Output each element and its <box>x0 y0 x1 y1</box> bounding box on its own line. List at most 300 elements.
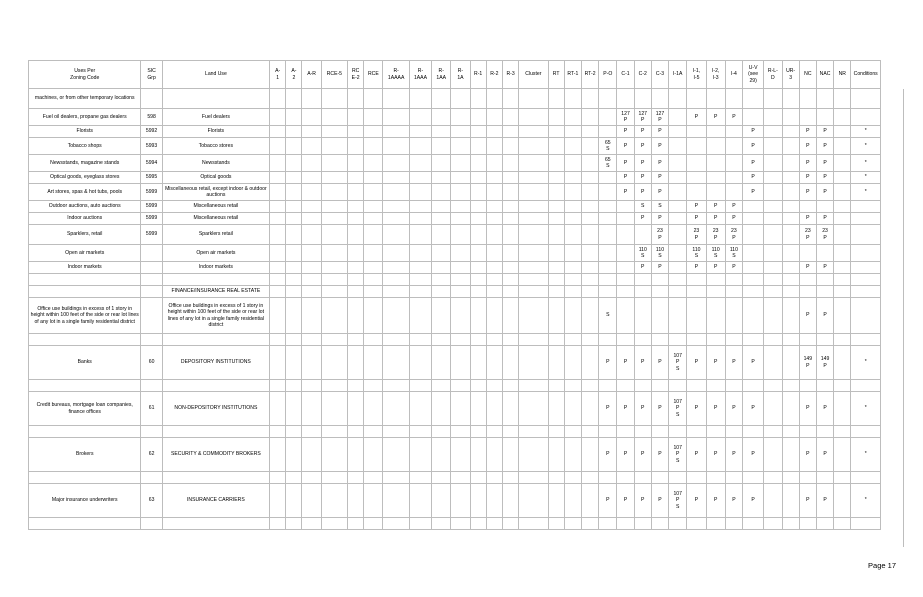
zone-permission-cell <box>270 172 286 184</box>
zone-permission-cell <box>634 225 651 245</box>
zone-permission-cell <box>348 472 364 484</box>
zone-permission-cell <box>364 262 383 274</box>
zone-column-header: I-1, I-5 <box>687 61 706 89</box>
zone-permission-cell <box>302 213 321 225</box>
uses-cell: Open air markets <box>29 245 141 262</box>
zone-permission-cell <box>321 426 347 438</box>
zone-permission-cell <box>519 392 548 426</box>
zone-permission-cell <box>383 155 409 172</box>
zone-permission-cell <box>834 172 851 184</box>
zone-permission-cell <box>669 334 687 346</box>
zone-permission-cell <box>764 438 782 472</box>
zone-permission-cell: P <box>687 484 706 518</box>
zone-permission-cell <box>581 225 598 245</box>
zone-permission-cell <box>409 484 431 518</box>
zone-permission-cell: P <box>816 184 833 201</box>
zone-permission-cell <box>564 334 581 346</box>
zone-permission-cell <box>286 334 302 346</box>
zone-permission-cell <box>764 484 782 518</box>
zone-permission-cell <box>364 89 383 109</box>
zone-permission-cell <box>851 245 881 262</box>
zone-permission-cell <box>581 245 598 262</box>
zone-permission-cell <box>725 274 742 286</box>
zone-permission-cell <box>687 155 706 172</box>
zone-permission-cell: P <box>706 201 725 213</box>
zone-permission-cell <box>834 155 851 172</box>
zone-permission-cell <box>451 201 470 213</box>
zone-permission-cell <box>383 484 409 518</box>
zone-permission-cell <box>348 213 364 225</box>
zone-column-header: R-1 <box>470 61 486 89</box>
zone-permission-cell <box>364 392 383 426</box>
land-use-cell: Office use buildings in excess of 1 story in height within 100 feet of the side or rear lot lines of any lot in a single family residential district <box>162 298 269 334</box>
sic-cell <box>141 380 162 392</box>
zone-permission-cell <box>502 138 518 155</box>
zone-permission-cell <box>502 89 518 109</box>
zone-permission-cell <box>383 138 409 155</box>
zone-permission-cell <box>409 138 431 155</box>
zone-permission-cell: P <box>816 155 833 172</box>
zone-permission-cell <box>564 472 581 484</box>
zone-permission-cell <box>743 262 764 274</box>
zone-permission-cell <box>348 89 364 109</box>
table-body <box>29 89 881 530</box>
zone-permission-cell <box>851 89 881 109</box>
zone-permission-cell: P <box>816 392 833 426</box>
zone-permission-cell <box>669 286 687 298</box>
zone-permission-cell <box>409 201 431 213</box>
zone-permission-cell <box>519 484 548 518</box>
zone-permission-cell <box>486 484 502 518</box>
zone-permission-cell <box>302 472 321 484</box>
zone-permission-cell <box>286 274 302 286</box>
zone-column-header: RT-1 <box>564 61 581 89</box>
zone-permission-cell <box>581 109 598 126</box>
zone-permission-cell <box>764 225 782 245</box>
zone-permission-cell: P <box>651 392 668 426</box>
zone-permission-cell <box>321 109 347 126</box>
zone-permission-cell <box>270 184 286 201</box>
zone-permission-cell <box>617 201 634 213</box>
zone-permission-cell <box>764 274 782 286</box>
zone-permission-cell <box>348 392 364 426</box>
land-use-cell: Optical goods <box>162 172 269 184</box>
zone-permission-cell <box>502 225 518 245</box>
zone-permission-cell <box>799 426 816 438</box>
zone-permission-cell <box>270 518 286 530</box>
zone-permission-cell <box>302 225 321 245</box>
zone-permission-cell: P <box>651 172 668 184</box>
land-use-cell: Fuel dealers <box>162 109 269 126</box>
zone-permission-cell <box>383 518 409 530</box>
zone-permission-cell <box>348 225 364 245</box>
zone-permission-cell <box>451 472 470 484</box>
zone-permission-cell <box>651 298 668 334</box>
zone-permission-cell <box>851 298 881 334</box>
zone-permission-cell <box>383 334 409 346</box>
zone-permission-cell <box>302 109 321 126</box>
zone-permission-cell <box>634 286 651 298</box>
zone-permission-cell: P <box>816 438 833 472</box>
sic-cell <box>141 262 162 274</box>
zone-column-header: Conditions <box>851 61 881 89</box>
zone-permission-cell <box>321 392 347 426</box>
zone-permission-cell <box>348 201 364 213</box>
zone-permission-cell <box>564 201 581 213</box>
zone-permission-cell <box>725 172 742 184</box>
zone-permission-cell <box>816 201 833 213</box>
zone-permission-cell <box>599 126 617 138</box>
zone-permission-cell <box>564 346 581 380</box>
sic-cell <box>141 518 162 530</box>
zone-permission-cell <box>599 380 617 392</box>
zone-permission-cell: S <box>599 298 617 334</box>
land-use-cell: NON-DEPOSITORY INSTITUTIONS <box>162 392 269 426</box>
zone-permission-cell <box>669 138 687 155</box>
zone-permission-cell <box>725 89 742 109</box>
land-use-cell: Indoor markets <box>162 262 269 274</box>
zone-permission-cell <box>743 213 764 225</box>
zone-permission-cell <box>302 346 321 380</box>
sic-cell <box>141 245 162 262</box>
zone-permission-cell: P <box>617 346 634 380</box>
zone-permission-cell <box>486 392 502 426</box>
zone-permission-cell: P <box>634 484 651 518</box>
zone-permission-cell <box>470 245 486 262</box>
zone-permission-cell <box>764 109 782 126</box>
zone-permission-cell: 127 P <box>651 109 668 126</box>
zone-permission-cell <box>321 213 347 225</box>
zone-column-header: RT-2 <box>581 61 598 89</box>
zone-permission-cell <box>364 472 383 484</box>
zone-permission-cell <box>470 262 486 274</box>
zone-permission-cell <box>548 126 564 138</box>
zone-permission-cell <box>599 274 617 286</box>
zone-permission-cell <box>348 274 364 286</box>
zone-permission-cell <box>782 274 799 286</box>
land-use-cell: Miscellaneous retail <box>162 213 269 225</box>
zone-permission-cell <box>286 126 302 138</box>
zone-permission-cell <box>519 262 548 274</box>
sic-cell: 5993 <box>141 138 162 155</box>
zone-permission-cell <box>321 286 347 298</box>
zone-permission-cell: P <box>706 213 725 225</box>
land-use-header: Land Use <box>162 61 269 89</box>
land-use-cell <box>162 334 269 346</box>
zone-permission-cell <box>581 438 598 472</box>
zone-permission-cell <box>451 262 470 274</box>
zone-permission-cell <box>851 334 881 346</box>
zone-permission-cell <box>302 262 321 274</box>
zone-permission-cell <box>687 380 706 392</box>
zone-permission-cell <box>851 213 881 225</box>
zone-permission-cell: P <box>687 213 706 225</box>
zone-permission-cell <box>764 138 782 155</box>
table-row <box>29 201 881 213</box>
zone-permission-cell <box>548 426 564 438</box>
zone-permission-cell: P <box>799 184 816 201</box>
zone-permission-cell <box>834 426 851 438</box>
zone-permission-cell: P <box>816 138 833 155</box>
zone-permission-cell <box>743 298 764 334</box>
sic-cell: 62 <box>141 438 162 472</box>
zone-column-header: R- 1AAAA <box>383 61 409 89</box>
zone-permission-cell: P <box>725 262 742 274</box>
uses-cell: Outdoor auctions, auto auctions <box>29 201 141 213</box>
zone-permission-cell <box>286 213 302 225</box>
sic-cell: 5992 <box>141 126 162 138</box>
zone-permission-cell <box>581 155 598 172</box>
zone-permission-cell: P <box>599 484 617 518</box>
zone-permission-cell <box>687 172 706 184</box>
zone-permission-cell <box>782 472 799 484</box>
zone-permission-cell <box>502 286 518 298</box>
zone-permission-cell <box>451 274 470 286</box>
zone-permission-cell: P <box>651 138 668 155</box>
uses-cell <box>29 380 141 392</box>
zone-column-header: R- 1AA <box>432 61 451 89</box>
zone-permission-cell <box>348 380 364 392</box>
zone-column-header: A-R <box>302 61 321 89</box>
zone-permission-cell <box>706 334 725 346</box>
zone-permission-cell <box>451 172 470 184</box>
land-use-cell: Newsstands <box>162 155 269 172</box>
zone-permission-cell: P <box>799 484 816 518</box>
zone-permission-cell <box>651 89 668 109</box>
zone-permission-cell <box>409 392 431 426</box>
zone-permission-cell <box>548 109 564 126</box>
zone-permission-cell <box>581 392 598 426</box>
zone-permission-cell: P <box>634 262 651 274</box>
zone-permission-cell <box>669 184 687 201</box>
zone-permission-cell <box>599 184 617 201</box>
zone-permission-cell <box>409 213 431 225</box>
zone-permission-cell <box>743 334 764 346</box>
sic-cell <box>141 472 162 484</box>
zone-permission-cell <box>851 518 881 530</box>
zone-permission-cell <box>270 426 286 438</box>
zone-permission-cell <box>548 172 564 184</box>
zone-permission-cell <box>634 472 651 484</box>
zone-permission-cell <box>743 380 764 392</box>
zone-permission-cell <box>502 426 518 438</box>
zone-permission-cell <box>782 184 799 201</box>
zone-permission-cell <box>486 155 502 172</box>
zone-permission-cell: S <box>651 201 668 213</box>
zone-permission-cell <box>725 184 742 201</box>
zone-permission-cell <box>548 472 564 484</box>
zone-permission-cell <box>834 245 851 262</box>
zone-permission-cell <box>383 89 409 109</box>
zone-permission-cell <box>519 286 548 298</box>
zone-permission-cell <box>564 213 581 225</box>
zone-column-header: U-V (see 29) <box>743 61 764 89</box>
zone-permission-cell <box>548 346 564 380</box>
zone-permission-cell <box>364 245 383 262</box>
zone-permission-cell <box>834 89 851 109</box>
zone-permission-cell <box>502 274 518 286</box>
zone-permission-cell <box>669 426 687 438</box>
zone-permission-cell <box>286 438 302 472</box>
zone-permission-cell <box>706 518 725 530</box>
zone-permission-cell <box>743 518 764 530</box>
zone-column-header: R-L- D <box>764 61 782 89</box>
zone-permission-cell: 110 S <box>634 245 651 262</box>
zone-permission-cell <box>851 380 881 392</box>
zone-permission-cell <box>851 472 881 484</box>
zone-permission-cell <box>302 138 321 155</box>
table-row <box>29 518 881 530</box>
zone-permission-cell <box>725 286 742 298</box>
sic-cell: 598 <box>141 109 162 126</box>
zone-permission-cell <box>706 472 725 484</box>
zone-permission-cell <box>302 518 321 530</box>
zone-permission-cell <box>706 426 725 438</box>
zone-permission-cell <box>564 109 581 126</box>
zone-permission-cell <box>270 472 286 484</box>
zone-permission-cell <box>302 438 321 472</box>
zone-permission-cell <box>634 89 651 109</box>
table-row <box>29 184 881 201</box>
zone-permission-cell <box>286 138 302 155</box>
zone-permission-cell <box>451 286 470 298</box>
zone-permission-cell <box>519 213 548 225</box>
zone-permission-cell <box>548 380 564 392</box>
zone-permission-cell <box>383 126 409 138</box>
zone-permission-cell <box>669 298 687 334</box>
zone-permission-cell <box>834 286 851 298</box>
zone-permission-cell <box>617 334 634 346</box>
zone-column-header: NR <box>834 61 851 89</box>
zone-permission-cell: P <box>725 438 742 472</box>
zone-permission-cell <box>669 262 687 274</box>
zone-permission-cell <box>617 262 634 274</box>
zone-permission-cell <box>651 518 668 530</box>
zone-permission-cell <box>364 298 383 334</box>
zone-permission-cell <box>502 201 518 213</box>
zone-permission-cell <box>725 155 742 172</box>
zone-permission-cell <box>270 380 286 392</box>
zone-permission-cell: P <box>725 484 742 518</box>
zone-permission-cell <box>286 484 302 518</box>
zone-permission-cell <box>364 380 383 392</box>
zone-permission-cell: 23 P <box>799 225 816 245</box>
zone-permission-cell <box>834 472 851 484</box>
table-row <box>29 213 881 225</box>
zone-permission-cell <box>270 334 286 346</box>
zone-permission-cell <box>548 484 564 518</box>
zone-permission-cell <box>286 225 302 245</box>
zone-permission-cell <box>364 213 383 225</box>
sic-cell: 60 <box>141 346 162 380</box>
table-row <box>29 438 881 472</box>
zone-permission-cell <box>764 184 782 201</box>
zone-permission-cell <box>564 155 581 172</box>
zone-permission-cell <box>270 286 286 298</box>
zone-permission-cell <box>599 109 617 126</box>
zone-permission-cell <box>782 298 799 334</box>
zone-permission-cell: P <box>634 346 651 380</box>
zone-permission-cell <box>764 126 782 138</box>
zone-permission-cell <box>286 298 302 334</box>
zone-permission-cell <box>502 484 518 518</box>
zone-permission-cell: P <box>651 438 668 472</box>
zone-permission-cell <box>364 518 383 530</box>
zone-permission-cell: P <box>743 172 764 184</box>
zone-permission-cell <box>687 426 706 438</box>
zone-permission-cell <box>432 138 451 155</box>
zone-permission-cell <box>383 298 409 334</box>
zone-permission-cell <box>321 138 347 155</box>
zone-permission-cell <box>364 346 383 380</box>
zone-permission-cell: P <box>687 346 706 380</box>
zone-permission-cell <box>432 438 451 472</box>
zone-permission-cell <box>706 155 725 172</box>
zone-permission-cell <box>617 89 634 109</box>
zone-permission-cell <box>502 155 518 172</box>
zone-permission-cell <box>286 89 302 109</box>
zone-permission-cell: P <box>651 155 668 172</box>
zone-permission-cell: P <box>743 392 764 426</box>
zone-permission-cell <box>599 245 617 262</box>
zone-column-header: C-2 <box>634 61 651 89</box>
zone-permission-cell <box>432 298 451 334</box>
zone-permission-cell <box>364 274 383 286</box>
zone-permission-cell <box>634 274 651 286</box>
zone-permission-cell <box>486 518 502 530</box>
zone-permission-cell <box>581 518 598 530</box>
zone-permission-cell <box>364 126 383 138</box>
zone-permission-cell <box>383 426 409 438</box>
zone-permission-cell <box>432 184 451 201</box>
uses-cell: Tobacco shops <box>29 138 141 155</box>
zone-permission-cell <box>451 213 470 225</box>
zone-permission-cell <box>519 334 548 346</box>
zone-permission-cell <box>286 346 302 380</box>
zone-permission-cell <box>764 245 782 262</box>
land-use-cell <box>162 426 269 438</box>
zone-permission-cell <box>743 286 764 298</box>
zone-permission-cell <box>321 184 347 201</box>
zone-permission-cell: 110 S <box>651 245 668 262</box>
zone-permission-cell <box>364 109 383 126</box>
zone-permission-cell <box>743 201 764 213</box>
zone-permission-cell: 127 P <box>617 109 634 126</box>
zone-permission-cell <box>706 298 725 334</box>
zone-permission-cell <box>799 518 816 530</box>
sic-cell <box>141 286 162 298</box>
zone-permission-cell <box>669 201 687 213</box>
zone-permission-cell <box>470 213 486 225</box>
zone-permission-cell: P <box>816 172 833 184</box>
zone-permission-cell <box>764 155 782 172</box>
zone-permission-cell <box>764 392 782 426</box>
zone-permission-cell: P <box>634 184 651 201</box>
zone-permission-cell <box>564 138 581 155</box>
zoning-use-table <box>28 60 881 530</box>
zone-permission-cell <box>799 274 816 286</box>
zone-column-header: C-3 <box>651 61 668 89</box>
uses-cell <box>29 334 141 346</box>
uses-cell: Optical goods, eyeglass stores <box>29 172 141 184</box>
zone-permission-cell <box>470 201 486 213</box>
zone-permission-cell <box>799 89 816 109</box>
zone-permission-cell <box>851 109 881 126</box>
zone-permission-cell: 149 P <box>799 346 816 380</box>
zone-permission-cell <box>687 274 706 286</box>
zone-permission-cell <box>669 472 687 484</box>
zone-permission-cell <box>581 201 598 213</box>
